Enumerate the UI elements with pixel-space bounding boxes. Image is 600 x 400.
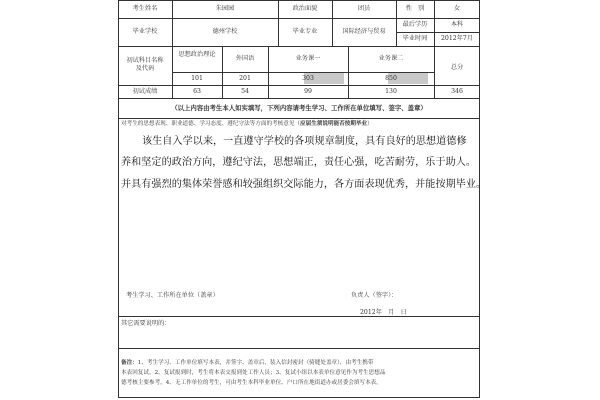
political-label: 政治面貌 [292,5,318,12]
footnote-line-2: 本表回复试。2、复试报到时，考生将本表交报到处工作人员；3、复试小组以本表单位意见作为考生思想品 [121,370,386,376]
total-label: 总分 [450,64,464,71]
graduation-time-value: 2012年7月 [440,35,474,42]
result-course-two: 130 [385,88,397,95]
footnote-line-3: 德考核主要参考。4、无工作单位的考生，可由考生本科毕业单位、户口所在地街道办或居委会填写本表。 [121,380,382,386]
footnote-text-1: 1、考生学习、工作单位填写本表，并签字、盖章后，装入信封密封（骑缝处盖章），由考生携带 [137,360,374,366]
name-value: 朱园园 [215,5,235,12]
evaluation-prompt-emphasis: 应届生须说明能否按期毕业 [300,121,368,127]
responsible-signature-label: 负责人（签字）： [351,292,398,299]
subject-course-two: 业务课二 [378,55,404,62]
gender-label: 性 别 [405,5,425,12]
major-value: 国际经济与贸易 [342,28,386,35]
political-value: 团员 [357,5,371,12]
result-politics: 63 [193,88,201,95]
subject-politics: 思想政治理论 [178,51,216,58]
code-politics: 101 [191,75,203,82]
school-value: 德州学校 [212,28,238,35]
subject-code-label: 及代码 [135,65,155,72]
instruction-text: （以上内容由考生本人如实填写，下列内容请考生学习、工作所在单位填写、签字、盖章） [171,104,427,112]
evaluation-line-3: 并具有强烈的集体荣誉感和较强组织交际能力，各方面表现优秀，并能按期毕业。 [121,179,487,190]
evaluation-line-2: 养和坚定的政治方向，遵纪守法，思想端正，责任心强，吃苦耐劳，乐于助人。 [121,157,477,168]
degree-label: 最后学历 [402,21,428,28]
rule [172,72,434,73]
gender-value: 女 [453,5,461,12]
unit-seal-label: 考生学习、工作所在单位（盖章） [126,292,219,299]
graduation-time-label: 毕业时间 [402,35,428,42]
rule [118,316,480,317]
result-course-one: 99 [304,88,312,95]
result-label: 初试成绩 [132,88,158,95]
rule [118,118,480,119]
signature-date: 2012年 月 日 [360,309,407,316]
political-review-form [118,0,487,398]
other-remarks-label: 其它需要说明的： [121,320,171,327]
evaluation-prompt [121,121,373,128]
subject-foreign-language: 外国语 [235,55,255,62]
footnote-line-1 [121,360,374,367]
major-label: 毕业专业 [292,28,318,35]
rule [118,397,480,398]
evaluation-prompt-text: 对考生的思想表现、职业道德、学习态度、遵纪守法等方面的考核意见（ [121,121,301,127]
footnote-label: 备注： [121,360,138,366]
code-course-two: 850 [385,75,397,82]
result-foreign-language: 54 [241,88,249,95]
subject-course-one: 业务课一 [295,55,321,62]
total-score: 346 [451,88,463,95]
school-label: 毕业学校 [132,28,158,35]
name-label: 考生姓名 [132,5,158,12]
rule [479,0,480,398]
rule [396,32,480,33]
evaluation-line-1: 该生自入学以来，一直遵守学校的各项规章制度，具有良好的思想道德修 [142,136,467,147]
rule [118,98,480,99]
rule [118,348,480,349]
degree-value: 本科 [450,21,464,28]
code-foreign-language: 201 [239,75,251,82]
code-course-one: 303 [302,75,314,82]
rule [172,0,173,98]
evaluation-prompt-close: ） [367,121,373,127]
subject-name-label: 初试科目名称 [126,57,164,64]
